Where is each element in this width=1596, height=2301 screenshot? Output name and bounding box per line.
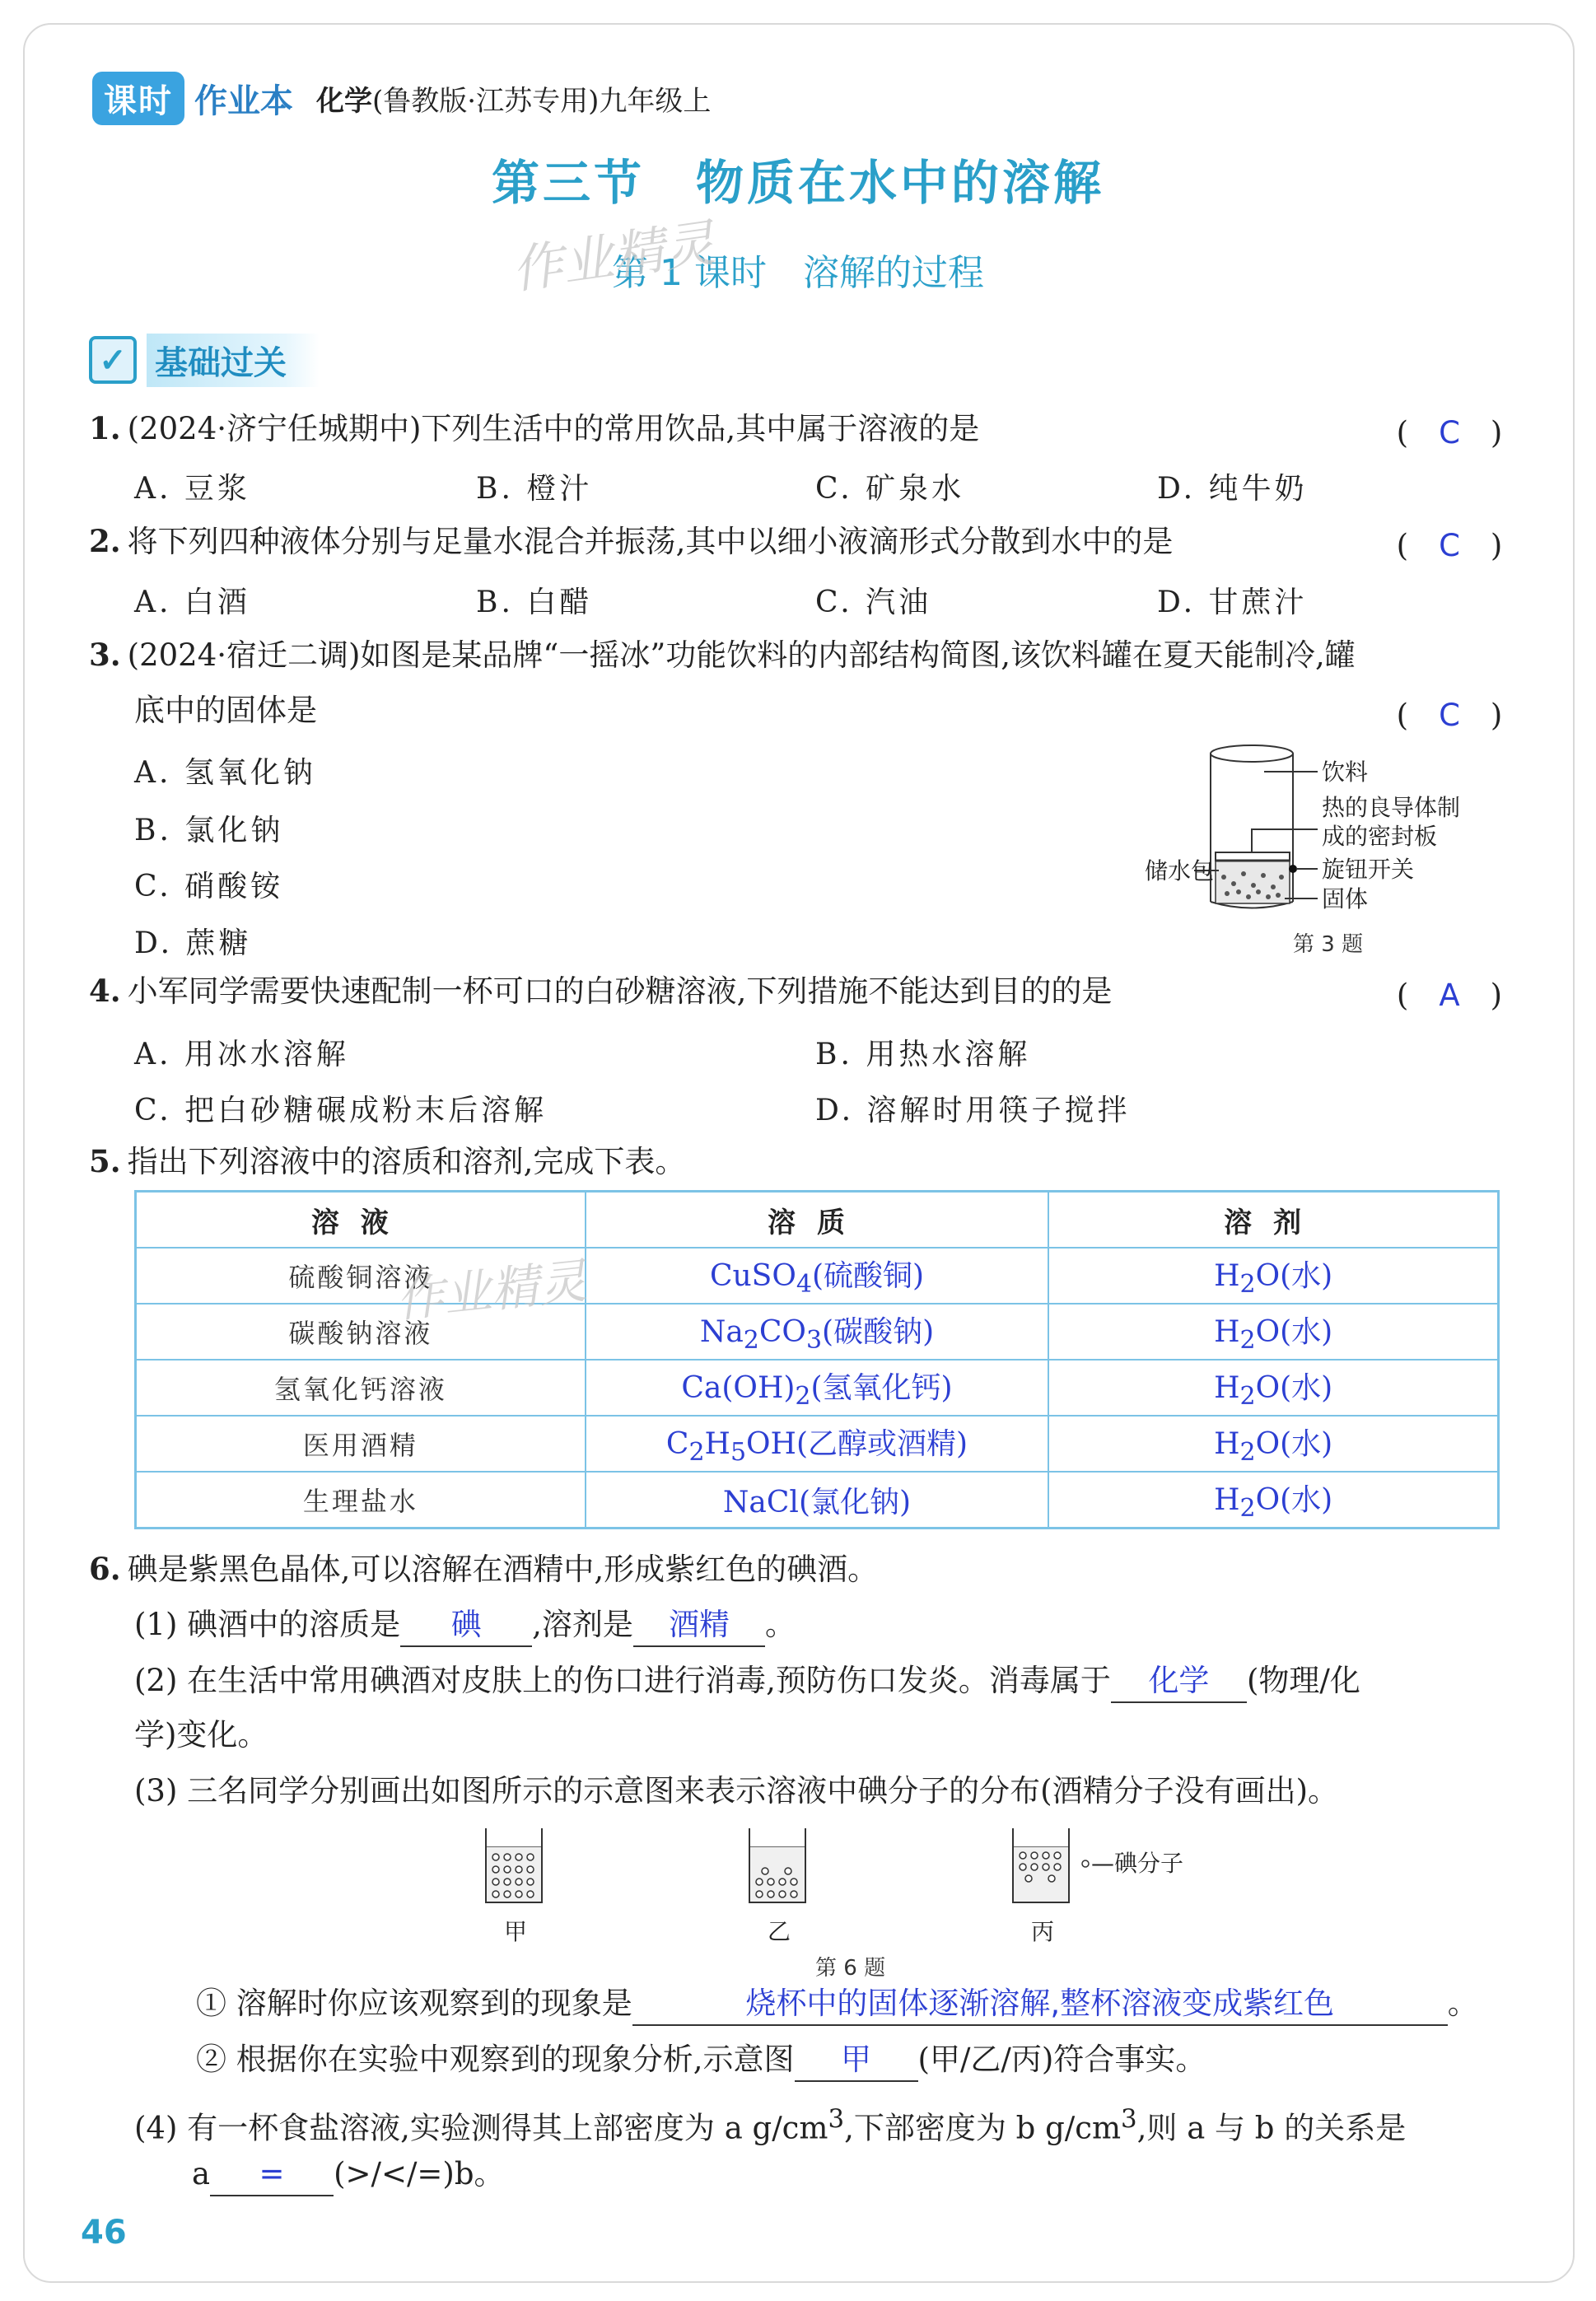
table-row: 氢氧化钙溶液 $Ca(OH)_2$(氢氧化钙) $H_2O$(水)	[136, 1360, 1499, 1416]
watermark: 作业精灵	[393, 1253, 590, 1328]
check-icon: ✓	[89, 336, 137, 384]
q6-part3-1: ① 溶解时你应该观察到的现象是 烧杯中的固体逐渐溶解,整杯溶液变成紫红色 。	[196, 1983, 1478, 2026]
solution-table	[134, 1190, 1500, 1529]
option: D. 溶解时用筷子搅拌	[815, 1094, 1131, 1127]
figure-caption-6: 第 6 题	[815, 1956, 886, 1981]
figure-caption-3: 第 3 题	[1293, 932, 1364, 957]
q6-part1: (1) 碘酒中的溶质是 碘 ,溶剂是 酒精 。	[134, 1604, 796, 1647]
header-solute: 溶质	[586, 1192, 1049, 1249]
option: C. 汽油	[815, 586, 932, 619]
section-label: 基础过关	[147, 334, 320, 387]
watermark: 作业精灵	[507, 212, 719, 301]
section-header	[89, 334, 320, 386]
label-drink: 饮料	[1322, 758, 1369, 786]
table-row: 硫酸铜溶液 CuSO$_4$(硫酸铜) $H_2O$(水)	[136, 1248, 1499, 1304]
option: A. 用冰水溶解	[134, 1038, 349, 1071]
option: D. 甘蔗汁	[1157, 586, 1308, 619]
option: B. 用热水溶解	[815, 1038, 1031, 1071]
option: B. 氯化钠	[134, 814, 284, 847]
question-6: 6. 碘是紫黑色晶体,可以溶解在酒精中,形成紫红色的碘酒。	[89, 1551, 879, 1587]
blank-solute[interactable]: 碘	[400, 1604, 532, 1647]
label-solid: 固体	[1322, 885, 1369, 912]
blank-phenomenon[interactable]: 烧杯中的固体逐渐溶解,整杯溶液变成紫红色	[632, 1983, 1448, 2026]
label-bag: 储水包	[1145, 857, 1215, 884]
table-row: 医用酒精 $C_2H_5OH$(乙醇或酒精) $H_2O$(水)	[136, 1416, 1499, 1472]
label-switch: 旋钮开关	[1322, 856, 1415, 883]
table-row: 碳酸钠溶液 $Na_2CO_3$(碳酸钠) $H_2O$(水)	[136, 1304, 1499, 1360]
option: C. 矿泉水	[815, 472, 965, 506]
book-subtitle: 化学(鲁教版·江苏专用)九年级上	[316, 84, 712, 118]
page-number: 46	[81, 2214, 127, 2252]
question-4: 4. 小军同学需要快速配制一杯可口的白砂糖溶液,下列措施不能达到目的的是	[89, 973, 1113, 1009]
option: B. 白醋	[476, 586, 593, 619]
blank-change-type[interactable]: 化学	[1111, 1660, 1247, 1703]
answer-paren-1: ( C )	[1396, 415, 1503, 450]
q6-part4-line2: a = (>/</=)b。	[192, 2154, 505, 2196]
option: D. 蔗糖	[134, 926, 252, 960]
logo-text: 作业本	[194, 82, 293, 120]
label-plate-1: 热的良导体制	[1322, 794, 1461, 821]
drink-can-figure	[1145, 737, 1556, 968]
answer-paren-2: ( C )	[1396, 528, 1503, 563]
question-3: 3. (2024·宿迁二调)如图是某品牌“一摇冰”功能饮料的内部结构简图,该饮料罐在夏天能制冷,罐	[89, 637, 1356, 673]
header-brand	[92, 76, 711, 120]
q6-part2: (2) 在生活中常用碘酒对皮肤上的伤口进行消毒,预防伤口发炎。消毒属于 化学 (物理/化	[134, 1660, 1360, 1703]
iodine-distribution-figure	[461, 1816, 1252, 1981]
q6-part3-2: ② 根据你在实验中观察到的现象分析,示意图 甲 (甲/乙/丙)符合事实。	[196, 2039, 1206, 2082]
q6-part3: (3) 三名同学分别画出如图所示的示意图来表示溶液中碘分子的分布(酒精分子没有画出)。	[134, 1773, 1339, 1809]
question-3-line2: 底中的固体是	[134, 693, 317, 728]
question-5: 5. 指出下列溶液中的溶质和溶剂,完成下表。	[89, 1143, 686, 1179]
option: B. 橙汁	[476, 472, 593, 506]
lesson-title: 第 1 课时 溶解的过程	[612, 252, 984, 294]
blank-diagram[interactable]: 甲	[795, 2039, 918, 2082]
legend-iodine: —碘分子	[1091, 1850, 1184, 1877]
label-jia: 甲	[504, 1918, 528, 1945]
label-yi: 乙	[768, 1918, 791, 1945]
header-solution: 溶液	[136, 1192, 586, 1249]
option: A. 豆浆	[134, 472, 250, 506]
question-2: 2. 将下列四种液体分别与足量水混合并振荡,其中以细小液滴形式分散到水中的是	[89, 523, 1174, 559]
chapter-title: 第三节 物质在水中的溶解	[491, 155, 1104, 211]
option: D. 纯牛奶	[1157, 472, 1308, 506]
q6-part4: (4) 有一杯食盐溶液,实验测得其上部密度为 a $g/cm^3$,下部密度为 b $g/cm^3$,则 a 与 b 的关系是	[134, 2104, 1407, 2146]
answer-paren-3: ( C )	[1396, 698, 1503, 733]
table-header-row	[136, 1192, 1499, 1249]
question-1: 1. (2024·济宁任城期中)下列生活中的常用饮品,其中属于溶液的是	[89, 410, 980, 446]
label-bing: 丙	[1031, 1918, 1055, 1945]
table-row: 生理盐水 NaCl(氯化钠) $H_2O$(水)	[136, 1472, 1499, 1529]
answer-paren-4: ( A )	[1396, 978, 1503, 1013]
option: A. 白酒	[134, 586, 250, 619]
blank-solvent[interactable]: 酒精	[633, 1604, 765, 1647]
option: C. 把白砂糖碾成粉末后溶解	[134, 1094, 548, 1127]
blank-density-relation[interactable]: =	[210, 2154, 334, 2196]
q6-part2-line2: 学)变化。	[134, 1717, 268, 1753]
option: A. 氢氧化钠	[134, 756, 316, 790]
label-plate-2: 成的密封板	[1322, 823, 1438, 850]
header-solvent: 溶剂	[1048, 1192, 1498, 1249]
option: C. 硝酸铵	[134, 870, 284, 903]
logo-badge: 课时	[92, 72, 184, 125]
